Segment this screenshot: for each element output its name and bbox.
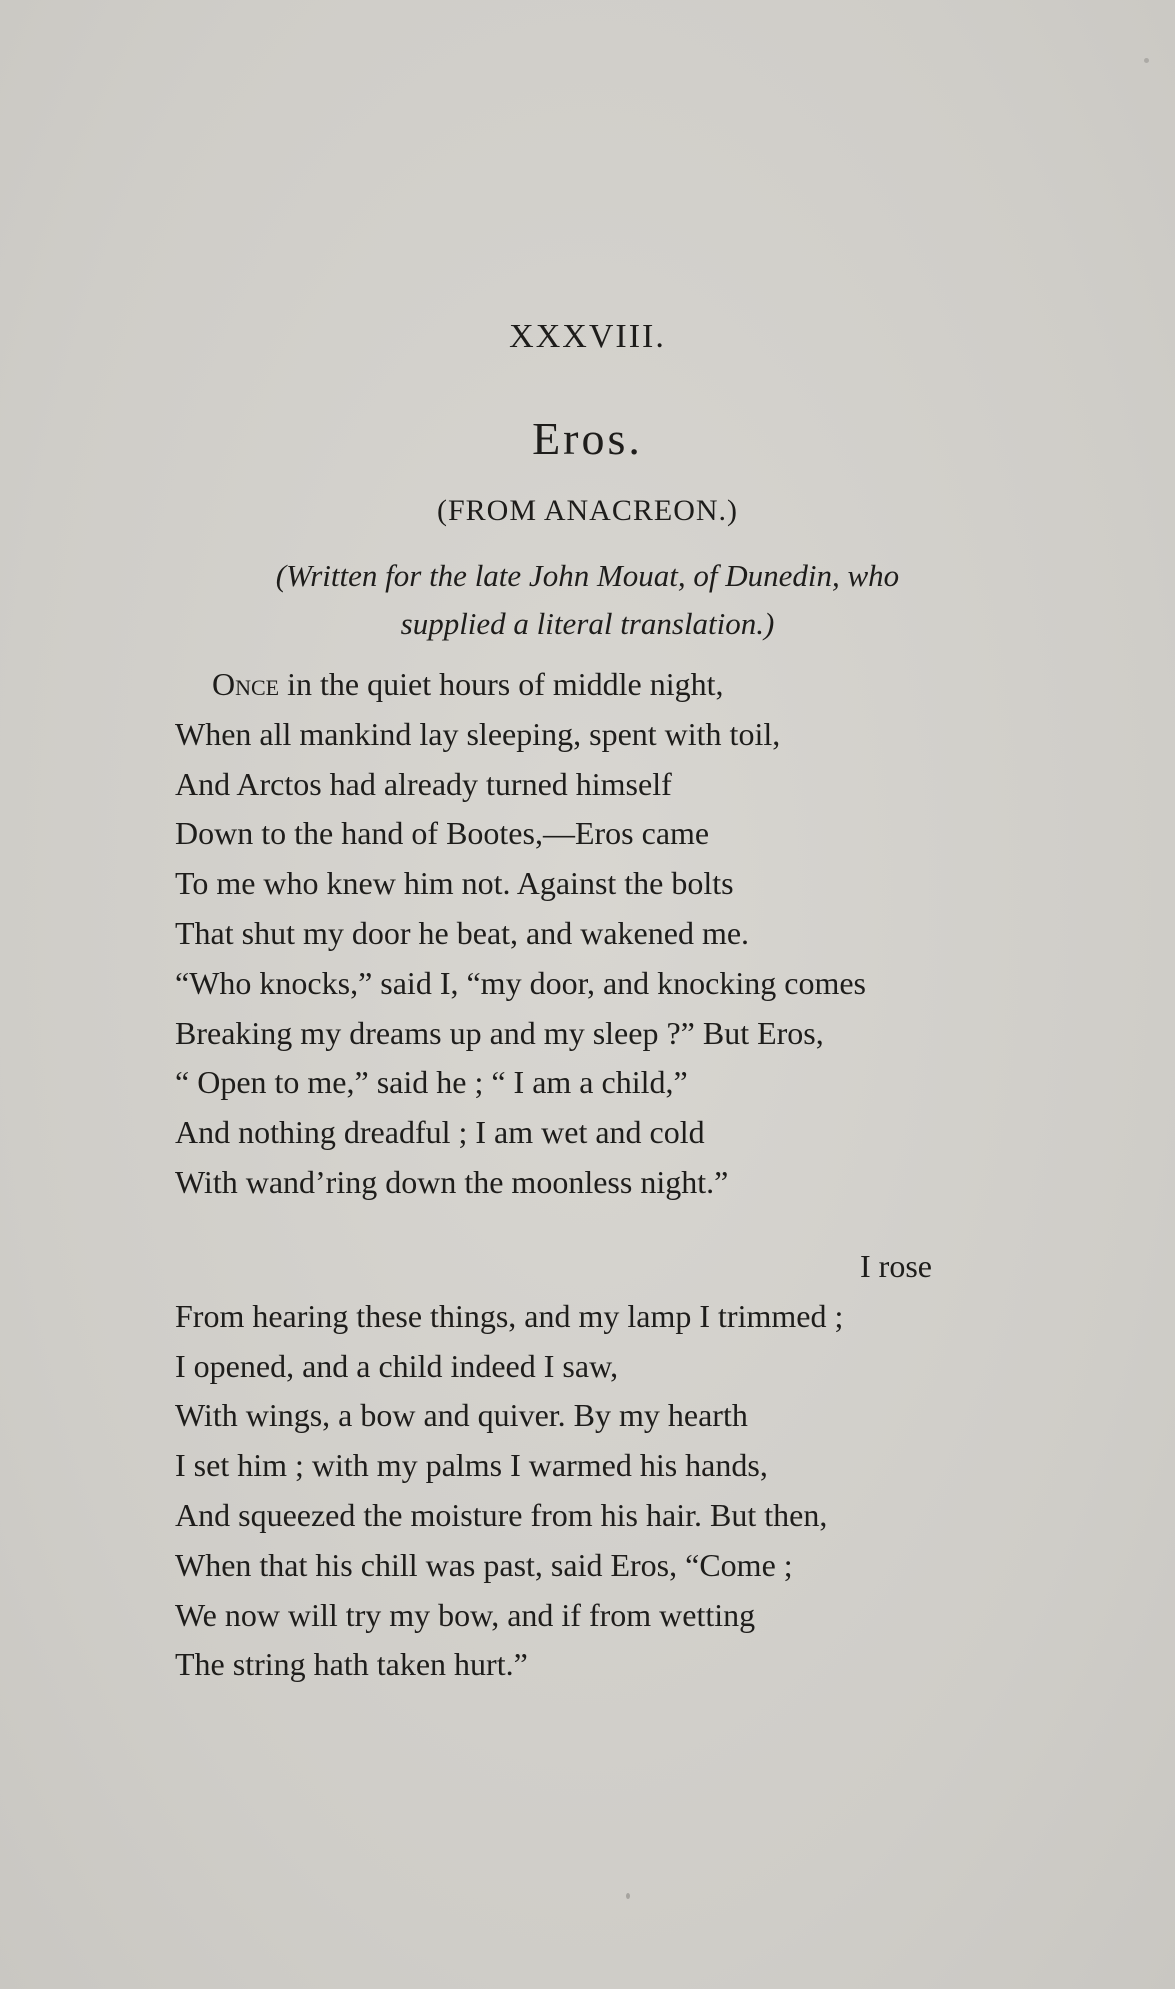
verse-line: With wings, a bow and quiver. By my hearth [175,1397,748,1434]
opening-word: Once [212,666,280,702]
verse-line: Breaking my dreams up and my sleep ?” But Eros, [175,1014,824,1051]
verse-line: Down to the hand of Bootes,—Eros came [175,815,710,852]
verse-line: “Who knocks,” said I, “my door, and knocking comes [175,964,866,1001]
verse-line: We now will try my bow, and if from wetting [175,1596,756,1633]
verse-line: And squeezed the moisture from his hair. But then, [175,1496,828,1533]
verse-line: “ Open to me,” said he ; “ I am a child,” [175,1064,688,1101]
verse-line: And Arctos had already turned himself [175,765,672,802]
verse-line: I set him ; with my palms I warmed his hands, [175,1447,768,1484]
verse-line: The string hath taken hurt.” [175,1646,528,1683]
poem-number: XXXVIII. [509,318,666,355]
paper-speck [1144,58,1149,63]
stanza-2 [175,1242,932,1690]
verse-line: I rose [860,1248,932,1284]
verse-line: That shut my door he beat, and wakened me. [175,914,750,951]
opening-line-rest: in the quiet hours of middle night, [279,666,724,702]
dedication-note-line: supplied a literal translation.) [400,606,775,641]
folio-mark [626,1893,630,1899]
verse-line [175,660,866,710]
verse-line: And nothing dreadful ; I am wet and cold [175,1114,705,1151]
verse-line: When all mankind lay sleeping, spent with toil, [175,715,781,752]
dedication-note-line: (Written for the late John Mouat, of Dunedin, who [275,558,900,593]
dedication-note [0,552,1175,648]
verse-line: I opened, and a child indeed I saw, [175,1347,619,1384]
verse-line: From hearing these things, and my lamp I trimmed ; [175,1297,844,1334]
verse-line: With wand’ring down the moonless night.” [175,1163,729,1200]
stanza-1 [175,660,866,1208]
verse-line: When that his chill was past, said Eros, “Come ; [175,1546,793,1583]
verse-line: To me who knew him not. Against the bolts [175,865,734,902]
poem-source: (FROM ANACREON.) [436,494,739,527]
poem-title: Eros. [532,413,643,464]
